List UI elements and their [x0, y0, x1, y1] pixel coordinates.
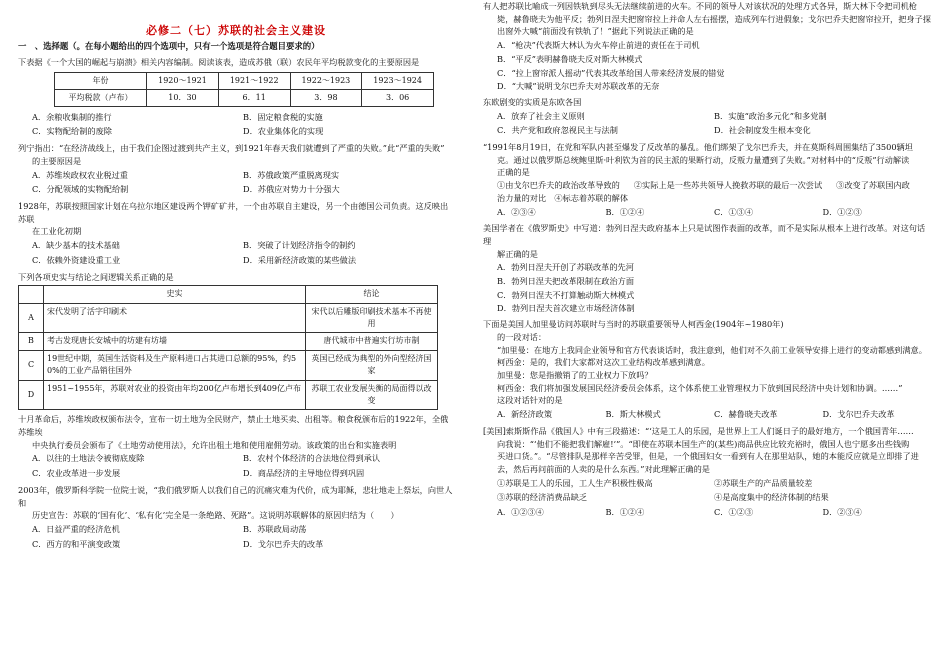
fact-cell: 1951~1955年，苏联对农业的投资由年均200亿卢布增长到409亿卢布: [44, 380, 306, 410]
table-header-cell: 1921～1922: [218, 72, 290, 89]
option-d[interactable]: D．②③④: [822, 507, 862, 518]
question-stem-cont: 克。通过以俄罗斯总统鲍里斯·叶利钦为首的民主派的果断行动，反叛力量遭到了失败。”对材料中的“反叛”行动解读: [497, 154, 910, 165]
table-cell: 3．06: [362, 89, 434, 106]
table-cell: 10．30: [147, 89, 219, 106]
option-c[interactable]: C．勃列日涅夫不打算触动斯大林模式: [497, 289, 635, 300]
statement-item: ④是高度集中的经济体制的结果: [714, 492, 829, 503]
row-label: B: [19, 333, 44, 350]
question-stem: 下表据《一个大国的崛起与崩溃》相关内容编制。阅读该表，造成苏俄（联）农民年平均税款变化的主要原因是: [18, 57, 420, 68]
dialog-line: “加里曼：在地方上我同企业领导和官方代表谈话时，我注意到，他们对不久前工业领导安排上进行的变动都感到满意。: [497, 344, 927, 355]
fact-cell: 宋代发明了活字印刷术: [44, 303, 306, 333]
options: [483, 505, 931, 520]
page-title: 必修二（七）苏联的社会主义建设: [146, 24, 326, 37]
option-b[interactable]: B．实施“政治多元化”和多党制: [714, 110, 827, 121]
row-label: A: [19, 303, 44, 333]
table-header-cell: 史实: [44, 286, 306, 303]
option-b[interactable]: B．勃列日涅夫把改革限制在政治方面: [497, 276, 635, 287]
dialog: [483, 344, 931, 408]
option-a[interactable]: A．勃列日涅夫开创了苏联改革的先河: [497, 262, 634, 273]
row-label: D: [19, 380, 44, 410]
option-d[interactable]: D．采用新经济政策的某些做法: [243, 254, 357, 265]
statement-item: ③改变了苏联国内政: [836, 180, 910, 191]
table-row[interactable]: [19, 350, 438, 380]
conclusion-cell: 英国已经成为典型的外向型经济国家: [306, 350, 438, 380]
option-d[interactable]: D．苏俄应对势力十分强大: [243, 184, 340, 195]
question-stem: “1991年8月19日，在党和军队内甚至爆发了反改革的暴乱。他们绑架了戈尔巴乔夫，并在莫斯科周围集结了3500辆坦: [483, 142, 913, 153]
question-stem-cont: 解正确的是: [497, 248, 538, 259]
question-stem: 下面是美国人加里曼访问苏联时与当时的苏联重要领导人柯西金(1904年~1980年): [483, 319, 784, 330]
question-9: [483, 141, 931, 219]
statement-item-cont: 治力量的对比 ④标志着苏联的解体: [497, 192, 629, 203]
options: [483, 205, 931, 220]
option-a[interactable]: A．放弃了社会主义原则: [497, 110, 585, 121]
option-b[interactable]: B．农村个体经济的合法地位得到承认: [243, 453, 381, 464]
question-stem-cont: 历史宣告：苏联的‘国有化’、‘私有化’完全是一条绝路、死路”。这说明苏联解体的原因归结为（ ）: [32, 510, 399, 521]
option-c[interactable]: C．分配领域的实物配给制: [32, 184, 129, 195]
options: [483, 407, 931, 422]
question-stem-cont: 的一段对话：: [497, 331, 547, 342]
question-stem: 十月革命后，苏维埃政权颁布法令，宣布一切土地为全民财产，禁止土地买卖、出租等。粮食税颁布后的1922年，全俄苏维埃: [18, 414, 449, 438]
question-4: [18, 271, 454, 411]
option-d[interactable]: D．勃列日涅夫首次建立市场经济体制: [497, 303, 635, 314]
option-d[interactable]: D．①②③: [822, 206, 862, 217]
option-d[interactable]: D．农业集体化的实现: [243, 126, 324, 137]
option-c[interactable]: C．西方的和平演变政策: [32, 538, 121, 549]
table-header-cell: 1922～1923: [290, 72, 362, 89]
question-stem: 2003年，俄罗斯科学院一位院士说，“我们俄罗斯人以我们自己的沉痛灾难为代价，成为耶稣，悲壮地走上祭坛，向世人和: [18, 484, 453, 508]
table-header-cell: 1920～1921: [147, 72, 219, 89]
question-10: [483, 222, 931, 315]
fact-conclusion-table: [18, 285, 438, 410]
question-8: [483, 96, 931, 138]
question-stem-cont: 出窗外大喊“前面没有铁轨了！”据此下列说法正确的是: [497, 26, 694, 37]
options: [18, 451, 454, 480]
option-d[interactable]: D．社会制度发生根本变化: [714, 125, 811, 136]
option-c[interactable]: C．农业改革进一步发展: [32, 468, 121, 479]
option-c[interactable]: C．①③④: [714, 206, 754, 217]
question-stem-cont: 毙，赫鲁晓夫为他平反；勃列日涅夫把窗帘拉上并命人左右摇摆，造成列车行进假象；戈尔巴乔夫把窗帘拉开，把身子探: [497, 13, 931, 24]
table-cell: 3．98: [290, 89, 362, 106]
tax-table: [54, 72, 434, 107]
option-c[interactable]: C．实物配给制的废除: [32, 126, 112, 137]
table-row[interactable]: [19, 303, 438, 333]
question-stem: [美国]索斯斯作品《俄国人》中有三段描述：“‘这是工人的乐园，是世界上工人们诞日子的最好地方，一个俄国青年……: [483, 425, 914, 436]
table-header-cell: [19, 286, 44, 303]
table-row[interactable]: [19, 333, 438, 350]
option-b[interactable]: B．①②④: [605, 206, 645, 217]
table-row[interactable]: [19, 380, 438, 410]
option-c[interactable]: C．依赖外资建设重工业: [32, 254, 121, 265]
question-1: [18, 56, 454, 139]
option-a[interactable]: A．以往的土地法令被彻底废除: [32, 453, 145, 464]
table-row: [55, 72, 434, 89]
statement-item: ①苏联是工人的乐园，工人生产积极性极高: [497, 477, 653, 488]
table-row: [19, 286, 438, 303]
option-a[interactable]: A．“枪决”代表斯大林认为火车停止前进的责任在于司机: [497, 40, 700, 51]
table-header-cell: 1923～1924: [362, 72, 434, 89]
question-3: [18, 200, 454, 268]
question-2: [18, 142, 454, 197]
options: [18, 522, 454, 551]
dialog-line: 柯西金：是的，我们大家都对这次工业结构改革感到满意。: [497, 357, 710, 368]
statement-item: ③苏联的经济消费品缺乏: [497, 492, 588, 503]
question-stem-cont: 买进口货。”。“尽管排队是那样辛苦受罪，但是，一个俄国妇女一看到有人在那里站队，她的本能反应就是立即排了进: [497, 451, 919, 462]
fact-cell: 考古发现唐长安城中的坊建有坊墙: [44, 333, 306, 350]
option-b[interactable]: B．①②④: [605, 507, 645, 518]
option-a[interactable]: A．②③④: [497, 206, 536, 217]
question-stem-cont: 中央执行委员会颁布了《土地劳动使用法》，允许出租土地和使用雇佣劳动。该政策的出台和实施表明: [32, 439, 397, 450]
dialog-question: 这段对话针对的是: [497, 395, 563, 406]
conclusion-cell: 唐代城市中普遍实行坊市制: [306, 333, 438, 350]
question-stem: 下列各项史实与结论之间逻辑关系正确的是: [18, 271, 174, 282]
table-row: [55, 89, 434, 106]
option-b[interactable]: B．“平反”表明赫鲁晓夫反对斯大林模式: [497, 53, 643, 64]
question-5: [18, 413, 454, 481]
conclusion-cell: 宋代以后雕版印刷技术基本不再使用: [306, 303, 438, 333]
question-stem: 1928年，苏联按照国家计划在乌拉尔地区建设两个钾矿矿井，一个由苏联自主建设，另一个由德国公司负责。这反映出苏联: [18, 200, 449, 224]
row-label: C: [19, 350, 44, 380]
options: [18, 238, 454, 267]
question-stem-cont: 在工业化初期: [32, 226, 82, 237]
table-header-cell: 年份: [55, 72, 147, 89]
option-a[interactable]: A．苏维埃政权农业税过重: [32, 169, 128, 180]
option-a[interactable]: A．日益严重的经济危机: [32, 523, 120, 534]
statement-list: [483, 179, 931, 192]
question-stem-cont: 正确的是: [497, 167, 530, 178]
options: [18, 110, 454, 139]
options: [18, 168, 454, 197]
option-d[interactable]: D．商品经济的主导地位得到巩固: [243, 468, 365, 479]
option-c[interactable]: C．①②③: [714, 507, 754, 518]
option-d[interactable]: D．戈尔巴乔夫改革: [822, 409, 895, 420]
left-column: [18, 0, 454, 551]
options: [483, 261, 931, 315]
statement-item: ②苏联生产的产品质量较差: [714, 477, 813, 488]
option-b[interactable]: B．苏联政局动荡: [243, 523, 307, 534]
dialog-line: 加里曼：您是指撤销了的工业权力下放吗？: [497, 369, 653, 380]
options: [483, 109, 931, 138]
option-a[interactable]: A．新经济政策: [497, 409, 553, 420]
options: [483, 39, 931, 93]
option-a[interactable]: A．余粮收集制的推行: [32, 111, 112, 122]
dialog-line: 柯西金：我们将加强发展国民经济委员会体系，这个体系使工业管理权力下放到国民经济中央计划和协调。……”: [497, 382, 903, 393]
statement-list: [483, 476, 931, 505]
question-6: [18, 484, 454, 552]
statement-item: ①由戈尔巴乔夫的政治改革导致的: [497, 180, 620, 191]
question-12: [483, 425, 931, 520]
question-stem: 有人把苏联比喻成一列因铁轨到尽头无法继续前进的火车。不同的领导人对该状况的处理方式各异，斯大林下令把司机枪: [483, 1, 917, 11]
option-c[interactable]: C．“拉上窗帘派人摇动”代表其改革给国人带来经济发展的错觉: [497, 67, 725, 78]
table-header-cell: 结论: [306, 286, 438, 303]
option-c[interactable]: C．共产党和政府忽视民主与法制: [497, 125, 618, 136]
option-b[interactable]: B．突破了计划经济指令的制约: [243, 240, 356, 251]
conclusion-cell: 苏联工农业发展失衡的局面得以改变: [306, 380, 438, 410]
table-cell: 6．11: [218, 89, 290, 106]
question-stem: 美国学者在《俄罗斯史》中写道：勃列日涅夫政府基本上只是试图作表面的改革，而不是实际从根本上进行改革。对这句话理: [483, 223, 926, 246]
option-c[interactable]: C．赫鲁晓夫改革: [714, 409, 778, 420]
question-stem-cont: 的主要原因是: [32, 155, 82, 166]
question-7: [483, 0, 931, 93]
question-stem: 列宁指出：“在经济战线上，由于我们企图过渡到共产主义，到1921年春天我们就遭到了严重的失败。”此“严重的失败”: [18, 143, 445, 154]
section-heading: 一 、选择题（。在每小题给出的四个选项中，只有一个选项是符合题目要求的）: [18, 41, 320, 52]
option-d[interactable]: D．“大喊”说明戈尔巴乔夫对苏联改革的无奈: [497, 81, 660, 92]
question-11: [483, 318, 931, 422]
option-b[interactable]: B．斯大林模式: [605, 409, 661, 420]
option-a[interactable]: A．缺少基本的技术基础: [32, 240, 120, 251]
question-stem-cont: 向我说：“‘他们不能把我们解雇!’”。“即使在苏联本国生产的(某些)商品供应比较充裕时，俄国人也宁愿多出些钱购: [497, 438, 910, 449]
fact-cell: 19世纪中期，英国生活资料及生产原料进口占其进口总额的95%，约50%的工业产品销往国外: [44, 350, 306, 380]
question-stem: 东欧剧变的实质是东欧各国: [483, 96, 582, 107]
table-cell: 平均税款（卢布）: [55, 89, 147, 106]
statement-item: ②实际上是一些苏共领导人挽救苏联的最后一次尝试: [633, 180, 823, 191]
right-column: [483, 0, 931, 520]
option-b[interactable]: B．固定粮食税的实施: [243, 111, 323, 122]
option-a[interactable]: A．①②③④: [497, 507, 544, 518]
question-stem-cont: 去，然后再问前面的人卖的是什么东西。”对此理解正确的是: [497, 463, 710, 474]
option-d[interactable]: D．戈尔巴乔夫的改革: [243, 538, 324, 549]
option-b[interactable]: B．苏俄政策严重脱离现实: [243, 169, 340, 180]
